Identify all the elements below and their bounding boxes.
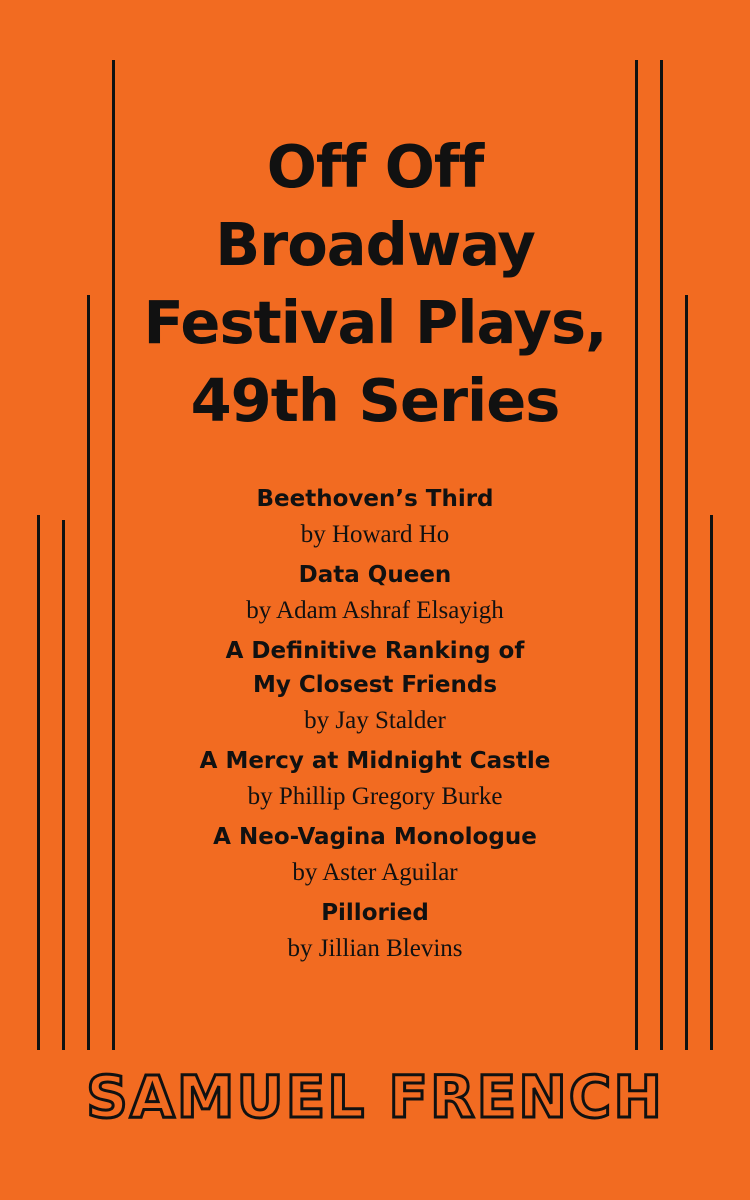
play-item: [0, 558, 750, 630]
play-item: [0, 744, 750, 816]
play-title: A Neo-Vagina Monologue: [213, 824, 537, 850]
play-item: [0, 896, 750, 968]
play-title: Beethoven’s Third: [256, 486, 494, 512]
play-title: Pilloried: [321, 900, 429, 926]
play-author: by Adam Ashraf Elsayigh: [246, 597, 504, 624]
book-title-line: 49th Series: [190, 366, 560, 435]
play-author: by Jay Stalder: [304, 707, 446, 734]
play-item: [0, 634, 750, 740]
book-title-line: Broadway: [215, 210, 535, 279]
play-author: by Aster Aguilar: [292, 859, 458, 886]
book-title-line: Off Off: [266, 132, 484, 201]
play-title: A Mercy at Midnight Castle: [199, 748, 551, 774]
play-title: Data Queen: [298, 562, 452, 588]
book-title-line: Festival Plays,: [143, 288, 607, 357]
play-item: [0, 482, 750, 554]
book-title: [0, 128, 750, 440]
play-list: [0, 482, 750, 972]
play-title: A Definitive Ranking of: [225, 638, 525, 664]
play-author: by Jillian Blevins: [287, 935, 463, 962]
play-author: by Howard Ho: [300, 521, 450, 548]
play-item: [0, 820, 750, 892]
play-title: My Closest Friends: [252, 672, 498, 698]
play-author: by Phillip Gregory Burke: [247, 783, 503, 810]
publisher-logo: SAMUEL FRENCH: [86, 1063, 664, 1131]
